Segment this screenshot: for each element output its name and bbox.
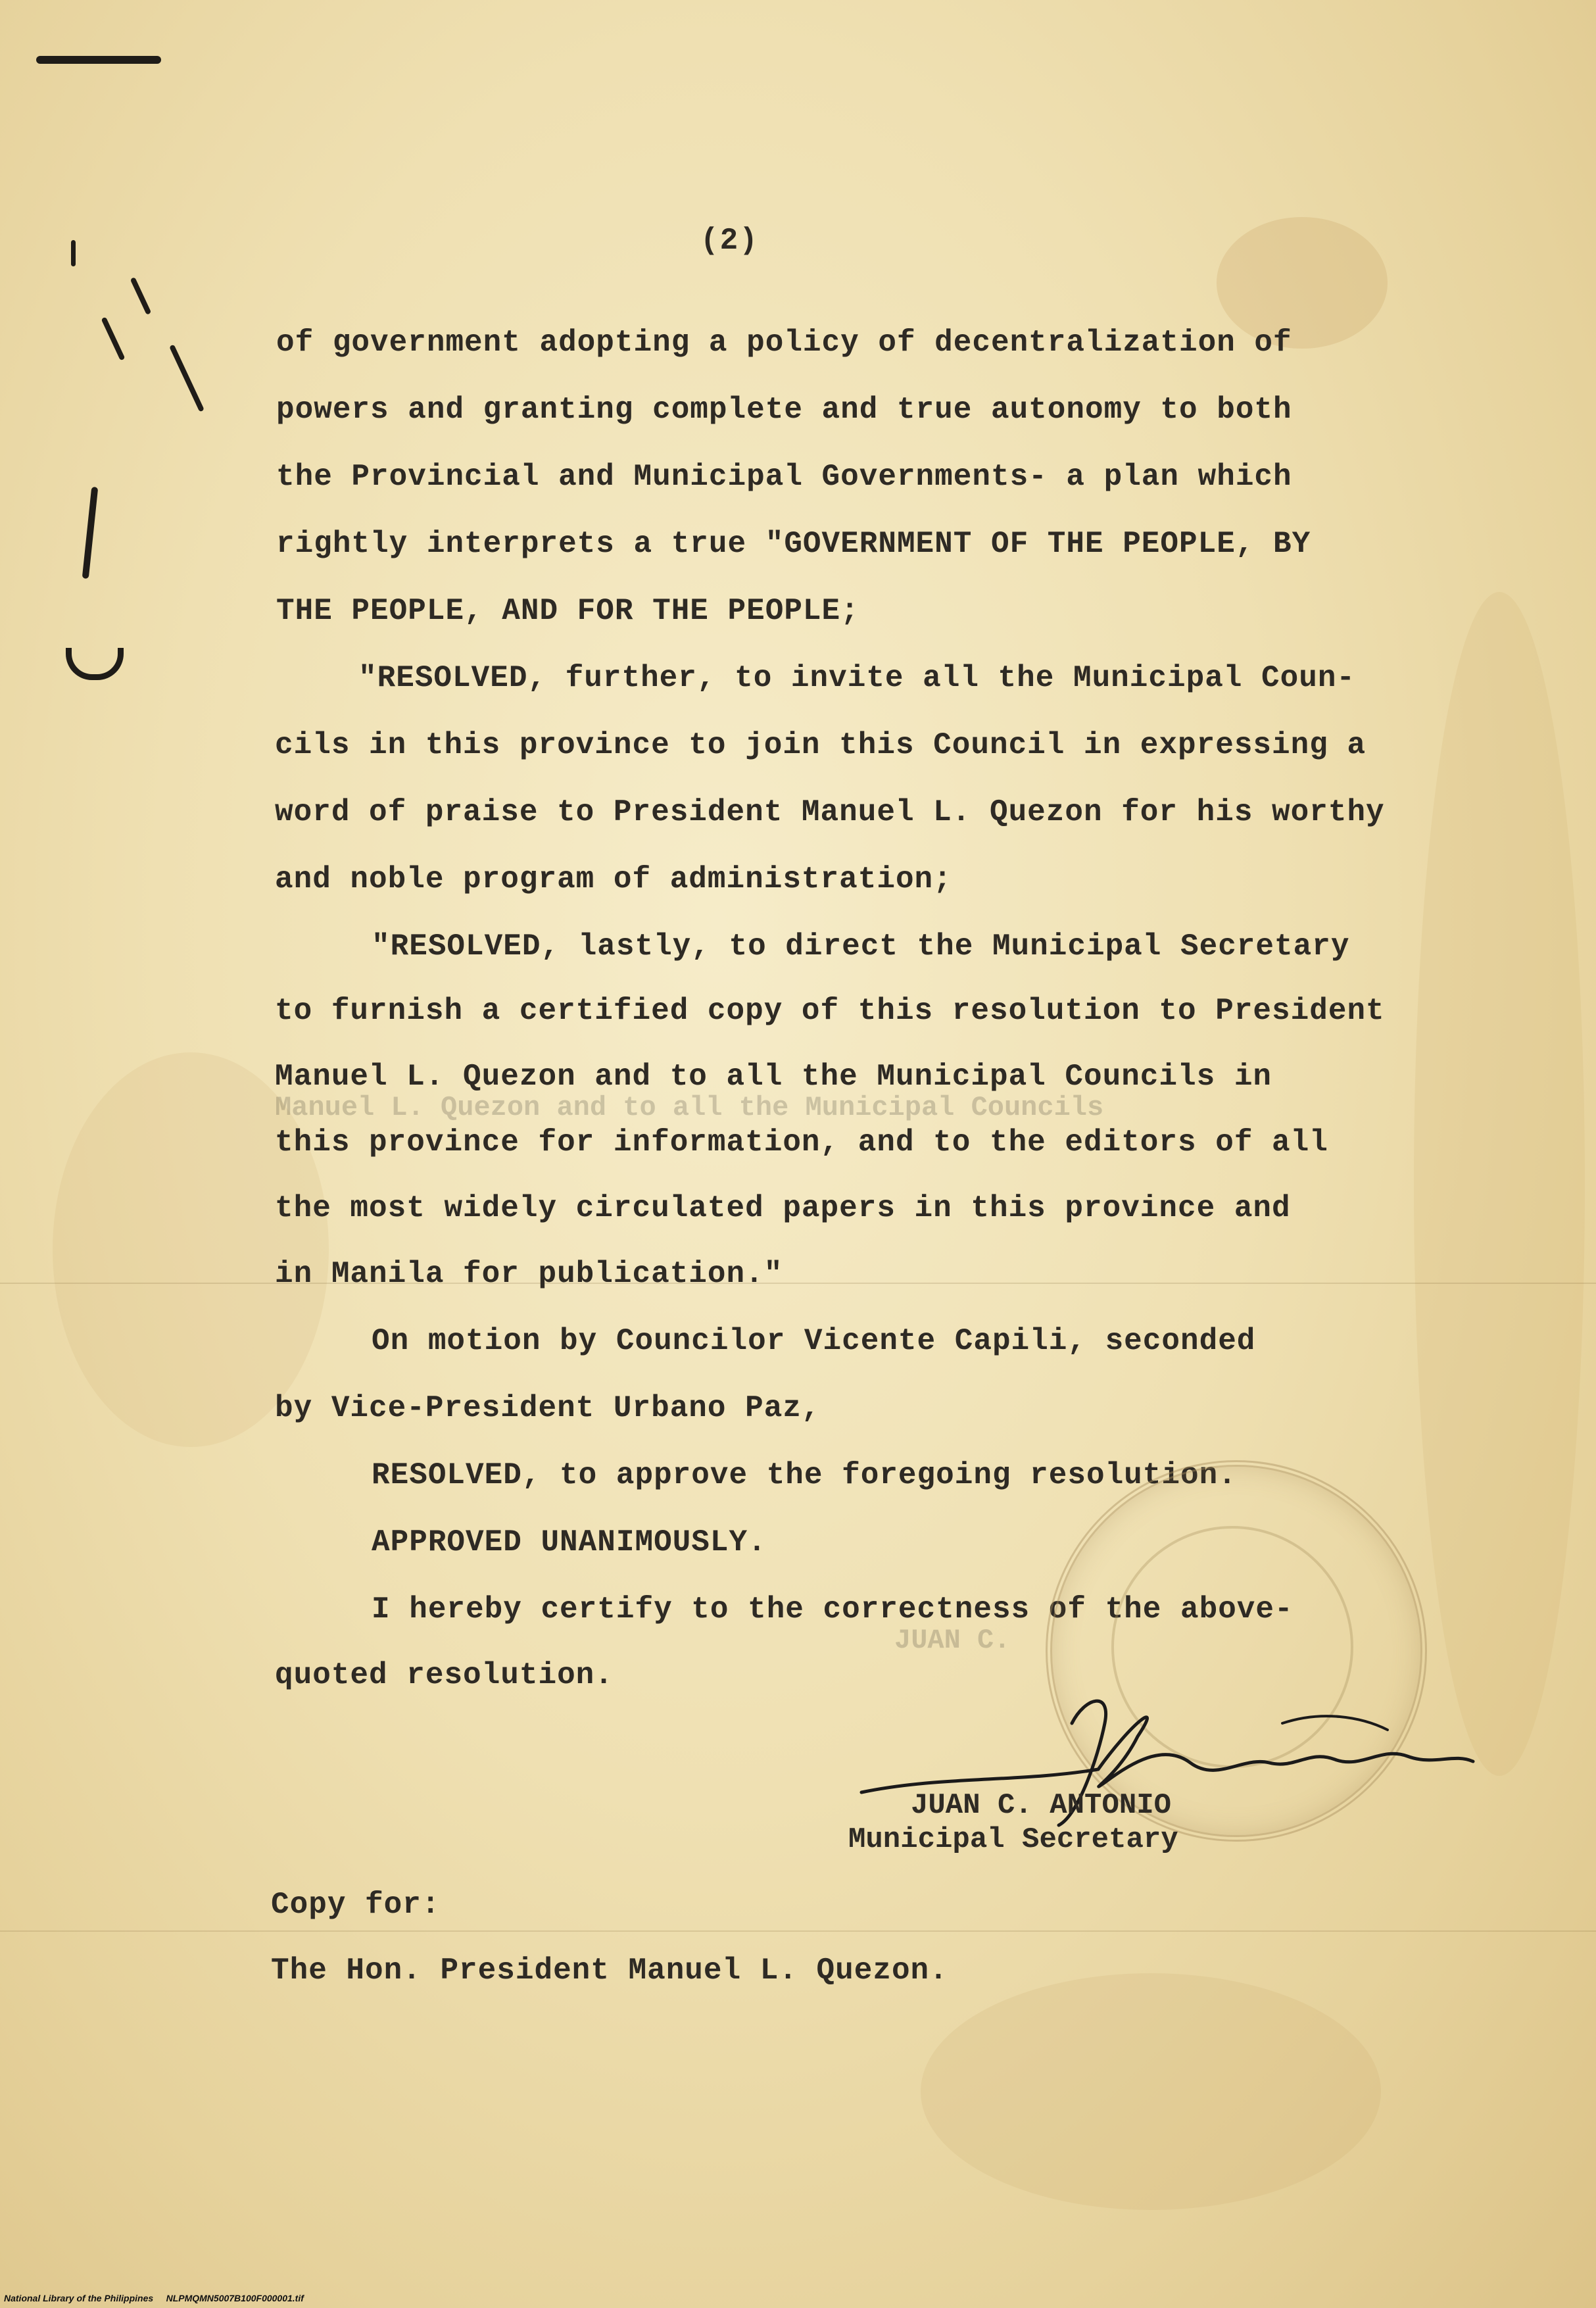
punch-mark	[169, 344, 205, 412]
body-line: in Manila for publication."	[275, 1257, 783, 1291]
body-line: RESOLVED, to approve the foregoing resolution.	[372, 1458, 1237, 1492]
body-line: THE PEOPLE, AND FOR THE PEOPLE;	[276, 594, 859, 628]
body-line: the most widely circulated papers in this province and	[275, 1191, 1291, 1225]
body-line: Manuel L. Quezon and to all the Municipal Councils in	[275, 1060, 1272, 1094]
stain	[1414, 592, 1585, 1776]
page-number: (2)	[700, 224, 759, 258]
body-line: I hereby certify to the correctness of the above-	[372, 1592, 1294, 1627]
signatory-name: JUAN C. ANTONIO	[911, 1789, 1172, 1822]
body-line: "RESOLVED, lastly, to direct the Municipal Secretary	[372, 929, 1350, 964]
body-line: by Vice-President Urbano Paz,	[275, 1391, 821, 1425]
stain	[921, 1973, 1381, 2210]
body-line: of government adopting a policy of decentralization of	[276, 326, 1292, 360]
body-line: quoted resolution.	[275, 1658, 614, 1692]
body-line: APPROVED UNANIMOUSLY.	[372, 1525, 767, 1559]
punch-mark	[66, 648, 124, 680]
body-line: "RESOLVED, further, to invite all the Municipal Coun-	[358, 661, 1356, 695]
archive-caption: National Library of the Philippines NLPMQMN5007B100F000001.tif	[4, 2293, 304, 2303]
punch-mark	[101, 317, 126, 361]
body-line: powers and granting complete and true autonomy to both	[276, 393, 1292, 427]
copy-recipient: The Hon. President Manuel L. Quezon.	[271, 1953, 948, 1988]
fold-line	[0, 1930, 1596, 1932]
signatory-title: Municipal Secretary	[848, 1823, 1178, 1856]
body-line: word of praise to President Manuel L. Quezon for his worthy	[275, 795, 1385, 829]
punch-mark	[36, 56, 161, 64]
body-line: the Provincial and Municipal Governments- a plan which	[276, 460, 1292, 494]
body-line: On motion by Councilor Vicente Capili, seconded	[372, 1324, 1256, 1358]
fold-line	[0, 1283, 1596, 1284]
body-line: this province for information, and to the editors of all	[275, 1125, 1328, 1160]
punch-mark	[130, 277, 152, 315]
copy-for-label: Copy for:	[271, 1888, 441, 1922]
body-line: rightly interprets a true "GOVERNMENT OF THE PEOPLE, BY	[276, 527, 1311, 561]
punch-mark	[71, 240, 76, 266]
body-line: and noble program of administration;	[275, 862, 952, 896]
body-line: cils in this province to join this Council in expressing a	[275, 728, 1366, 762]
punch-mark	[82, 487, 99, 579]
body-line: to furnish a certified copy of this resolution to President	[275, 994, 1385, 1028]
ghost-text: JUAN C.	[894, 1625, 1011, 1656]
ghost-text: Manuel L. Quezon and to all the Municipal Councils	[275, 1092, 1104, 1123]
